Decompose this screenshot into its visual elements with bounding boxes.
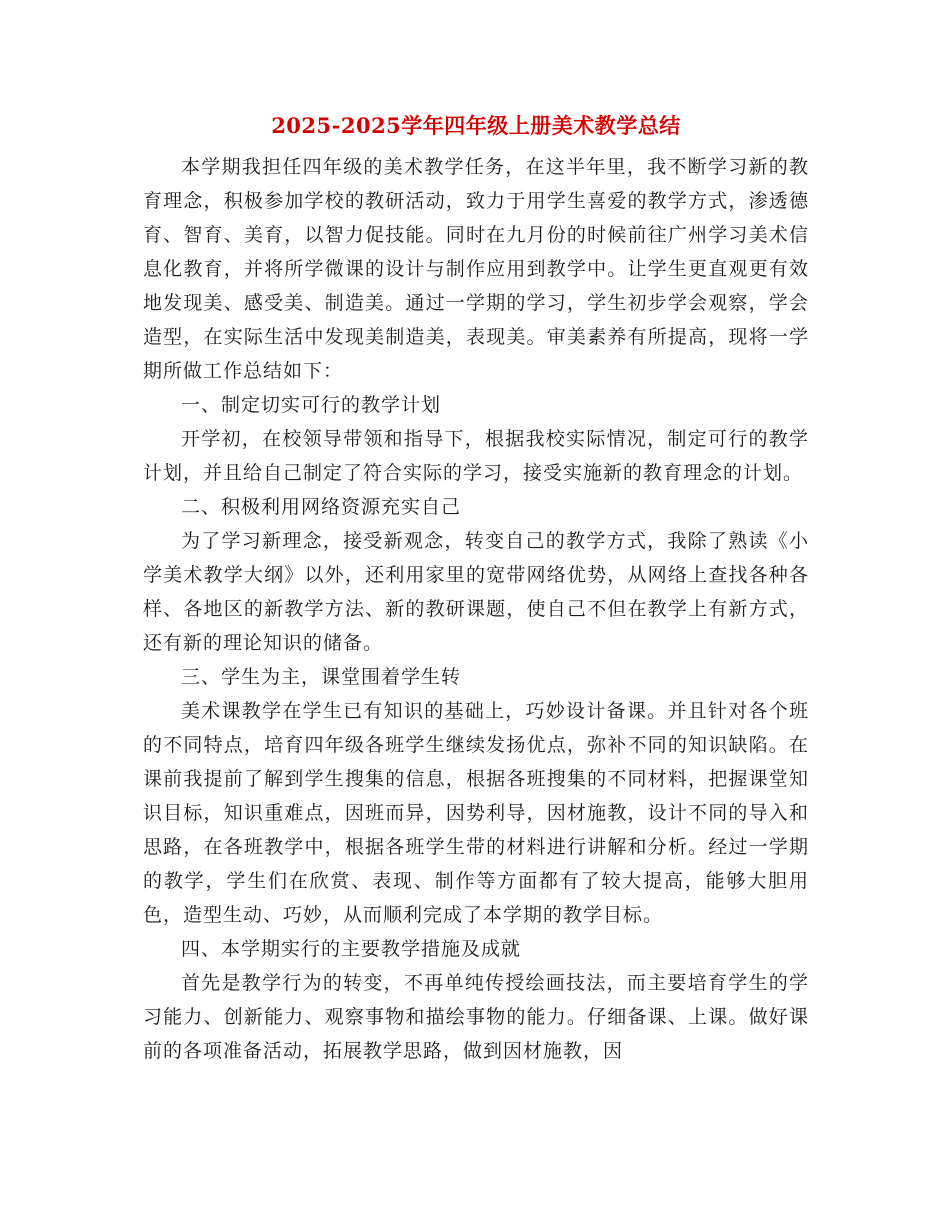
intro-paragraph: 本学期我担任四年级的美术教学任务，在这半年里，我不断学习新的教育理念，积极参加学校的教研活动，致力于用学生喜爱的教学方式，渗透德育、智育、美育，以智力促技能。同时在九月份的时候前往广州学习美术信息化教育，并将所学微课的设计与制作应用到教学中。让学生更直观更有效地发现美、感受美、制造美。通过一学期的学习，学生初步学会观察，学会造型，在实际生活中发现美制造美，表现美。审美素养有所提高，现将一学期所做工作总结如下： (143, 156, 809, 382)
section-heading-3: 三、学生为主，课堂围着学生转 (181, 666, 462, 688)
document-title: 2025-2025学年四年级上册美术教学总结 (271, 113, 681, 138)
section-heading-2: 二、积极利用网络资源充实自己 (181, 496, 462, 518)
section-2-paragraph: 为了学习新理念，接受新观念，转变自己的教学方式，我除了熟读《小学美术教学大纲》以外，还利用家里的宽带网络优势，从网络上查找各种各样、各地区的新教学方法、新的教研课题，使自己不但在教学上有新方式，还有新的理论知识的储备。 (143, 530, 809, 654)
document-body (143, 150, 809, 1068)
section-1-paragraph: 开学初，在校领导带领和指导下，根据我校实际情况，制定可行的教学计划，并且给自己制定了符合实际的学习，接受实施新的教育理念的计划。 (143, 428, 809, 484)
section-4-paragraph: 首先是教学行为的转变，不再单纯传授绘画技法，而主要培育学生的学习能力、创新能力、观察事物和描绘事物的能力。仔细备课、上课。做好课前的各项准备活动，拓展教学思路，做到因材施教，因 (143, 972, 809, 1062)
section-3-paragraph: 美术课教学在学生已有知识的基础上，巧妙设计备课。并且针对各个班的不同特点，培育四年级各班学生继续发扬优点，弥补不同的知识缺陷。在课前我提前了解到学生搜集的信息，根据各班搜集的不同材料，把握课堂知识目标，知识重难点，因班而异，因势利导，因材施教，设计不同的导入和思路，在各班教学中，根据各班学生带的材料进行讲解和分析。经过一学期的教学，学生们在欣赏、表现、制作等方面都有了较大提高，能够大胆用色，造型生动、巧妙，从而顺利完成了本学期的教学目标。 (143, 700, 809, 926)
document-page (143, 108, 809, 1068)
section-heading-1: 一、制定切实可行的教学计划 (181, 394, 442, 416)
section-heading-4: 四、本学期实行的主要教学措施及成就 (181, 938, 522, 960)
